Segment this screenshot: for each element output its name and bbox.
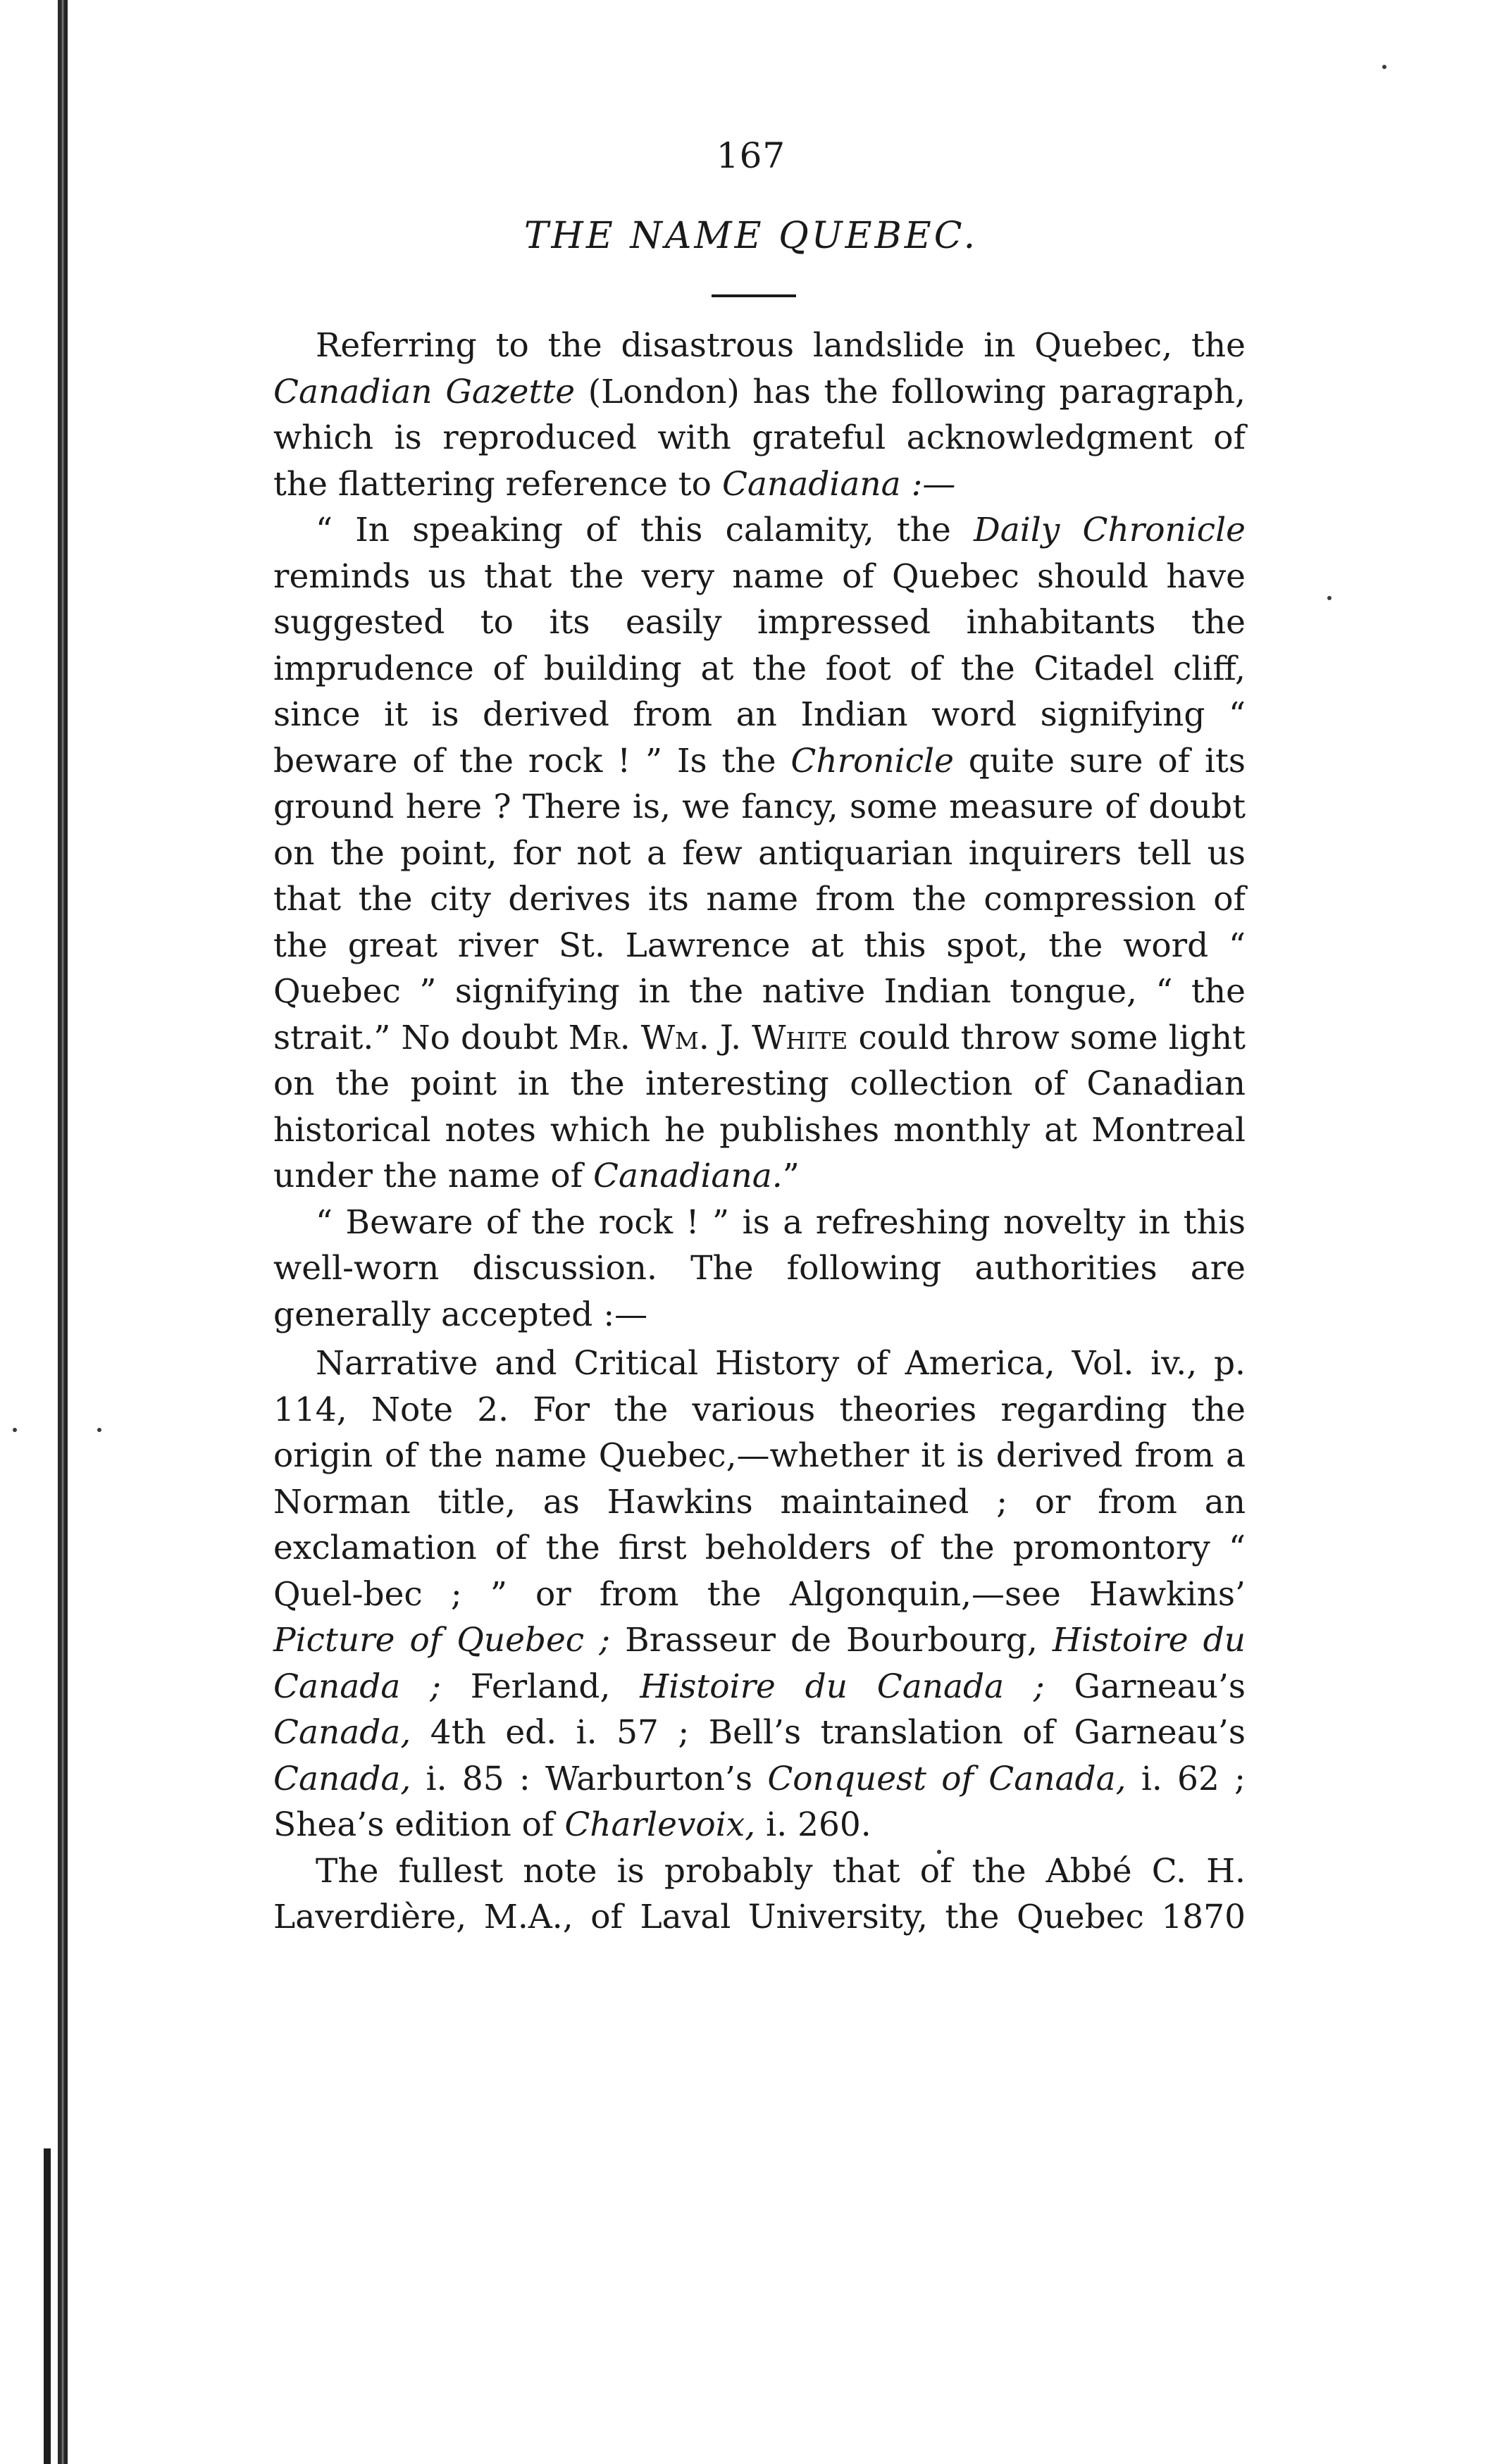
scan-speck xyxy=(97,1428,101,1432)
narrative-paragraph: Narrative and Critical History of America, Vol. iv., p. 114, Note 2. For the various theories regarding the origin of the name Quebec,—whether it is derived from a Norman title, as Hawkins maintained ; or from an exclamation of the first beholders of the promontory “ Quel-bec ; ” or from the Algonquin,—see Hawkins’ Picture of Quebec ; Brasseur de Bourbourg, Histoire du Canada ; Ferland, Histoire du Canada ; Garneau’s Canada, 4th ed. i. 57 ; Bell’s translation of Garneau’s Canada, i. 85 : Warburton’s Conquest of Canada, i. 62 ; Shea’s edition of Charlevoix, i. 260. xyxy=(273,1344,1246,1844)
scan-speck xyxy=(13,1428,17,1432)
page-number: 167 xyxy=(716,135,786,176)
intro-paragraph: Referring to the disastrous landslide in Quebec, the Canadian Gazette (London) has the following paragraph, which is reproduced with grateful acknowledgment of the flattering reference to Canadiana :— xyxy=(273,326,1246,504)
scan-speck xyxy=(1382,65,1386,69)
binding-edge xyxy=(58,0,68,2464)
title-rule xyxy=(712,294,796,297)
quote-paragraph: “ In speaking of this calamity, the Daily Chronicle reminds us that the very name of Quebec should have suggested to its easily impressed inhabitants the imprudence of building at the foot of the Citadel cliff, since it is derived from an Indian word signifying “ beware of the rock ! ” Is the Chronicle quite sure of its ground here ? There is, we fancy, some measure of doubt on the point, for not a few antiquarian inquirers tell us that the city derives its name from the compression of the great river St. Lawrence at this spot, the word “ Quebec ” signifying in the native Indian tongue, “ the strait.” No doubt Mr. Wm. J. White could throw some light on the point in the interesting collection of Canadian historical notes which he publishes monthly at Montreal under the name of Canadiana.” xyxy=(273,511,1246,1195)
scan-speck xyxy=(1327,596,1332,600)
beware-paragraph: “ Beware of the rock ! ” is a refreshing novelty in this well-worn discussion. The following authorities are generally accepted :— xyxy=(273,1202,1246,1334)
page-body xyxy=(273,323,1246,1941)
page-title: THE NAME QUEBEC. xyxy=(523,215,979,257)
binding-edge-tail xyxy=(44,2148,51,2464)
fullest-paragraph: The fullest note is probably that of the Abbé C. H. Laverdière, M.A., of Laval University, the Quebec 1870 xyxy=(273,1851,1246,1936)
